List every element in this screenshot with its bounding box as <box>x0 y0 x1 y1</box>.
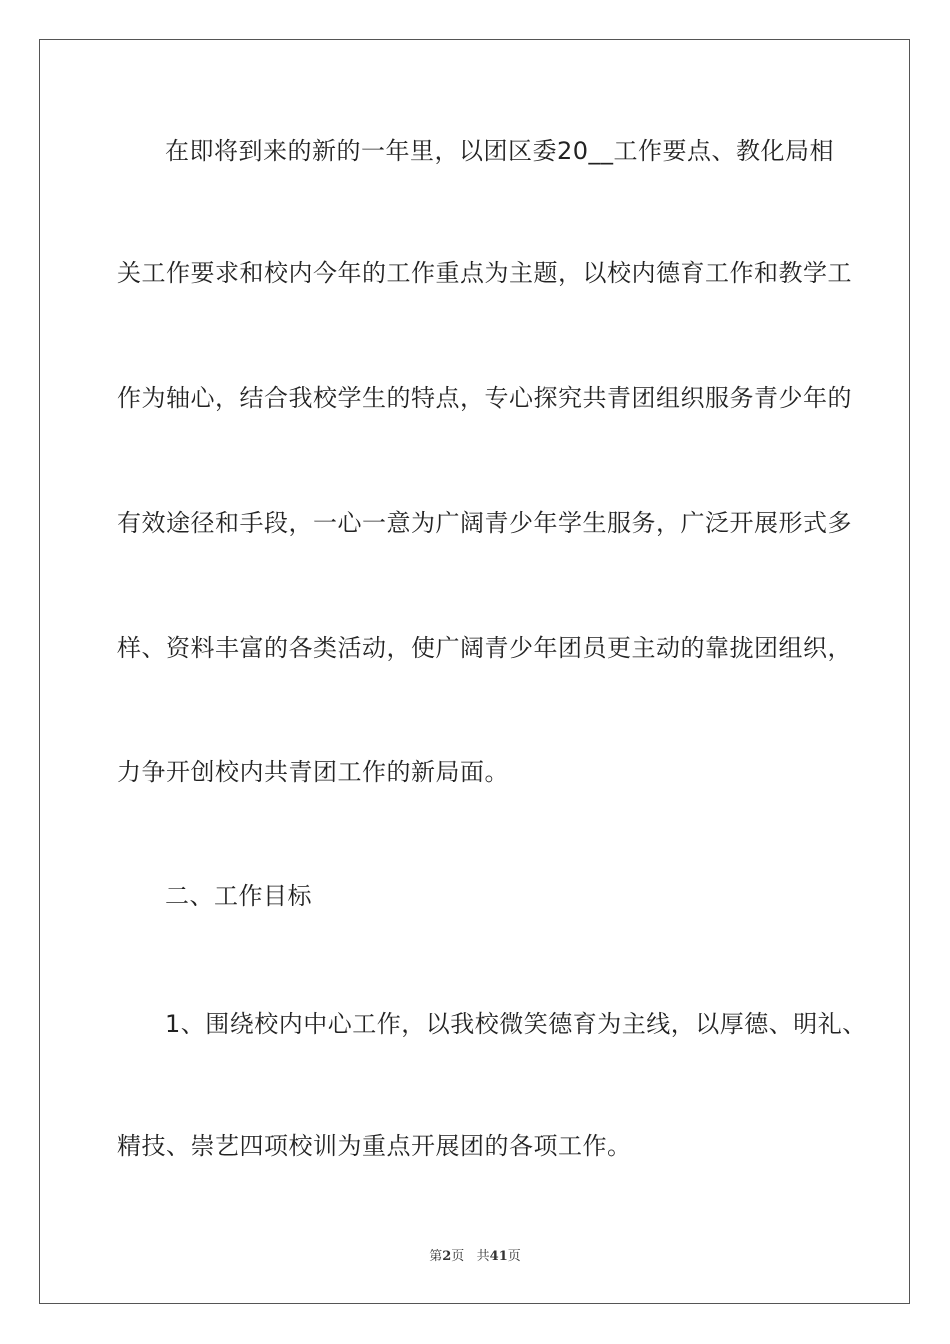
page-footer <box>0 1248 950 1266</box>
paragraph-line: 力争开创校内共青团工作的新局面。 <box>117 758 509 786</box>
footer-suffix: 页 <box>507 1249 521 1264</box>
footer-prefix: 第 <box>429 1249 443 1264</box>
current-page-number: 2 <box>442 1249 452 1264</box>
paragraph-line: 1、围绕校内中心工作，以我校微笑德育为主线，以厚德、明礼、 <box>165 1010 867 1038</box>
paragraph-line: 有效途径和手段，一心一意为广阔青少年学生服务，广泛开展形式多 <box>117 509 852 537</box>
section-heading: 二、工作目标 <box>165 882 312 910</box>
paragraph-line: 精技、崇艺四项校训为重点开展团的各项工作。 <box>117 1132 632 1160</box>
page-border <box>39 39 910 1304</box>
paragraph-line: 在即将到来的新的一年里，以团区委20__工作要点、教化局相 <box>165 137 835 165</box>
total-page-count: 41 <box>489 1249 508 1264</box>
paragraph-line: 作为轴心，结合我校学生的特点，专心探究共青团组织服务青少年的 <box>117 384 852 412</box>
paragraph-line: 关工作要求和校内今年的工作重点为主题，以校内德育工作和教学工 <box>117 259 852 287</box>
paragraph-line: 样、资料丰富的各类活动，使广阔青少年团员更主动的靠拢团组织， <box>117 634 852 662</box>
footer-middle: 页 共 <box>451 1249 490 1264</box>
